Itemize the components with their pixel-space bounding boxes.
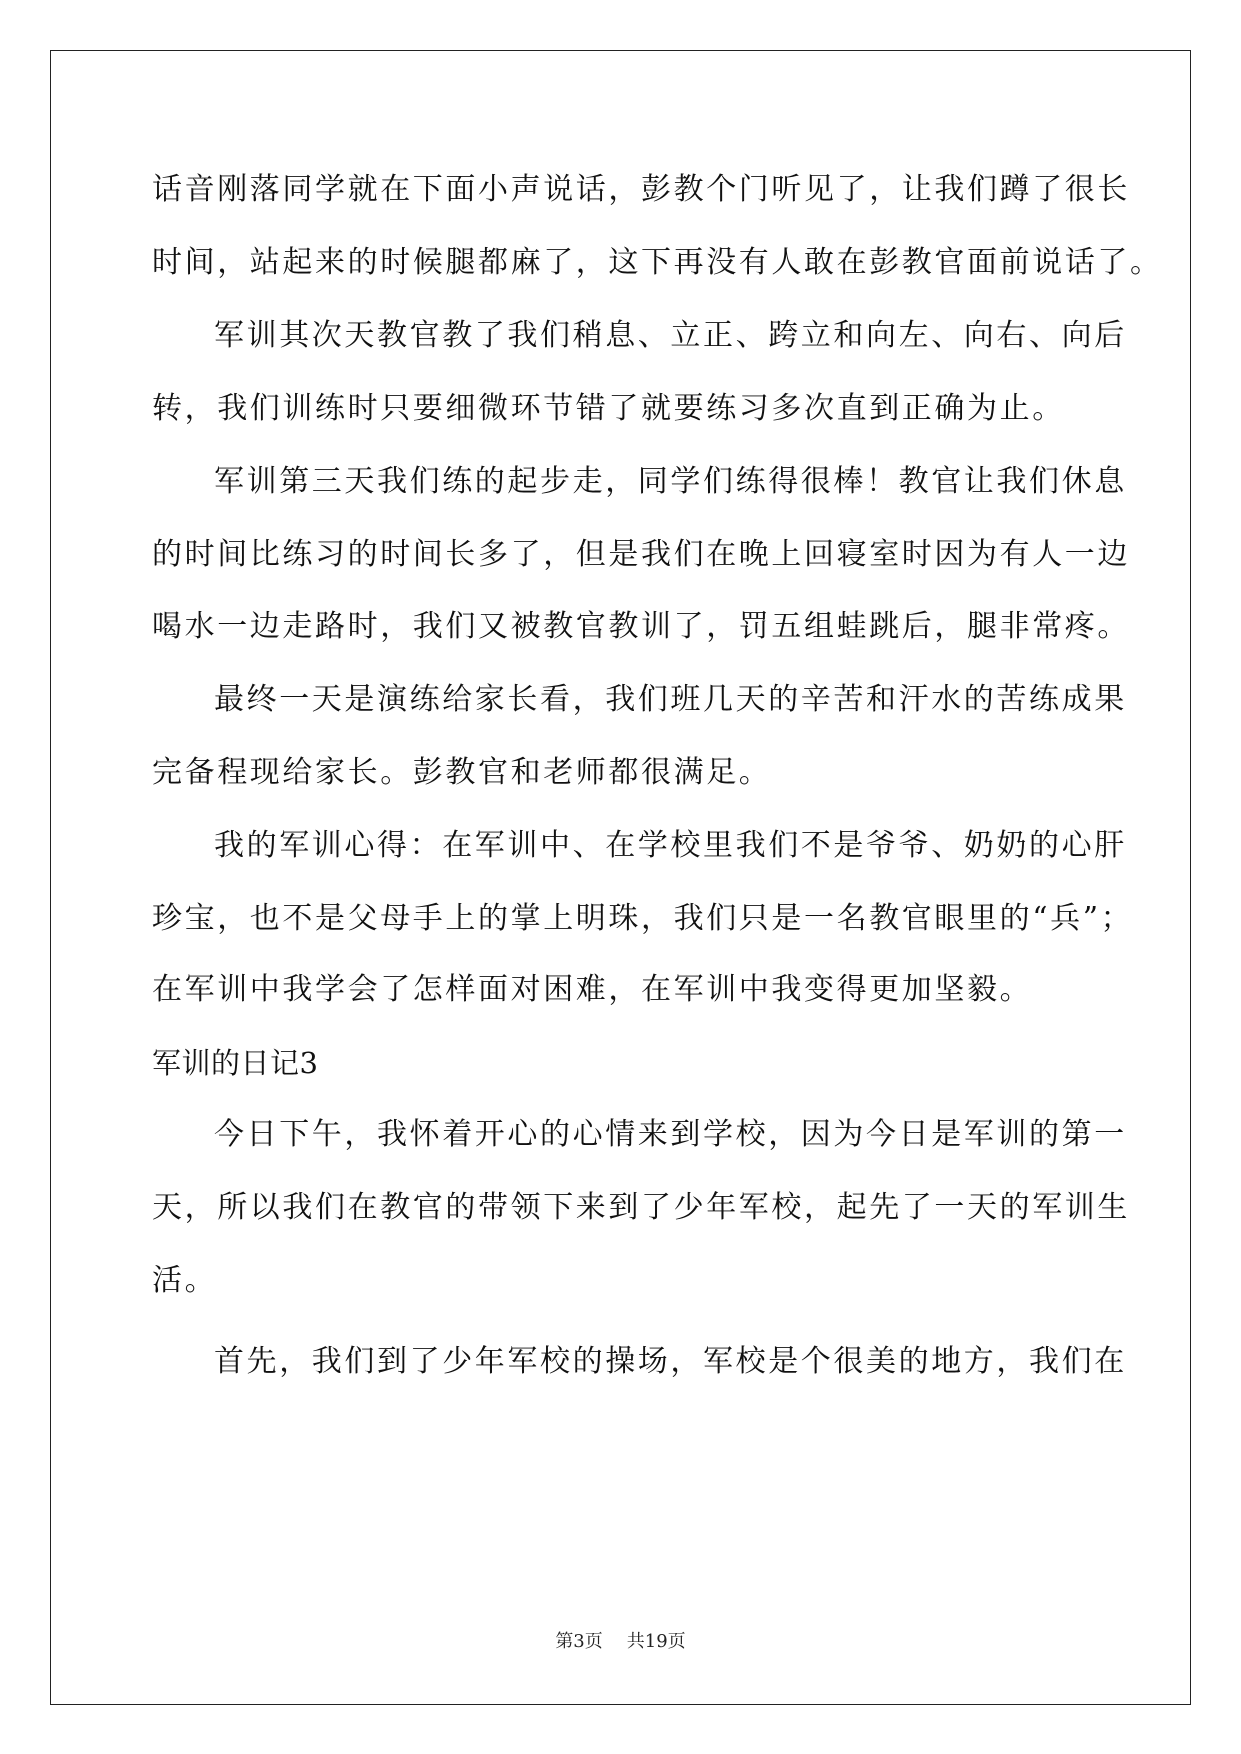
text-line: 我的军训心得：在军训中、在学校里我们不是爷爷、奶奶的心肝 xyxy=(214,828,1127,863)
text-line: 军训其次天教官教了我们稍息、立正、跨立和向左、向右、向后 xyxy=(214,318,1127,353)
page-border xyxy=(50,50,1191,1705)
text-line: 喝水一边走路时，我们又被教官教训了，罚五组蛙跳后，腿非常疼。 xyxy=(152,609,1130,644)
text-line: 转，我们训练时只要细微环节错了就要练习多次直到正确为止。 xyxy=(152,391,1065,426)
page-number: 第3页 xyxy=(555,1631,603,1652)
text-line: 时间，站起来的时候腿都麻了，这下再没有人敢在彭教官面前说话了。 xyxy=(152,245,1163,280)
text-line: 话音刚落同学就在下面小声说话，彭教个门听见了，让我们蹲了很长 xyxy=(152,172,1130,207)
text-line: 活。 xyxy=(152,1263,218,1298)
text-line: 最终一天是演练给家长看，我们班几天的辛苦和汗水的苦练成果 xyxy=(214,682,1127,717)
text-line: 今日下午，我怀着开心的心情来到学校，因为今日是军训的第一 xyxy=(214,1117,1127,1152)
text-line: 军训第三天我们练的起步走，同学们练得很棒！教官让我们休息 xyxy=(214,464,1127,499)
text-line: 在军训中我学会了怎样面对困难，在军训中我变得更加坚毅。 xyxy=(152,972,1033,1007)
section-heading: 军训的日记3 xyxy=(152,1046,319,1080)
page-footer xyxy=(0,1630,1241,1654)
text-line: 的时间比练习的时间长多了，但是我们在晚上回寝室时因为有人一边 xyxy=(152,537,1130,572)
text-line: 珍宝，也不是父母手上的掌上明珠，我们只是一名教官眼里的“兵”； xyxy=(152,901,1134,936)
text-line: 首先，我们到了少年军校的操场，军校是个很美的地方，我们在 xyxy=(214,1344,1127,1379)
page-total: 共19页 xyxy=(626,1631,686,1652)
text-line: 天，所以我们在教官的带领下来到了少年军校，起先了一天的军训生 xyxy=(152,1190,1130,1225)
text-line: 完备程现给家长。彭教官和老师都很满足。 xyxy=(152,755,772,790)
